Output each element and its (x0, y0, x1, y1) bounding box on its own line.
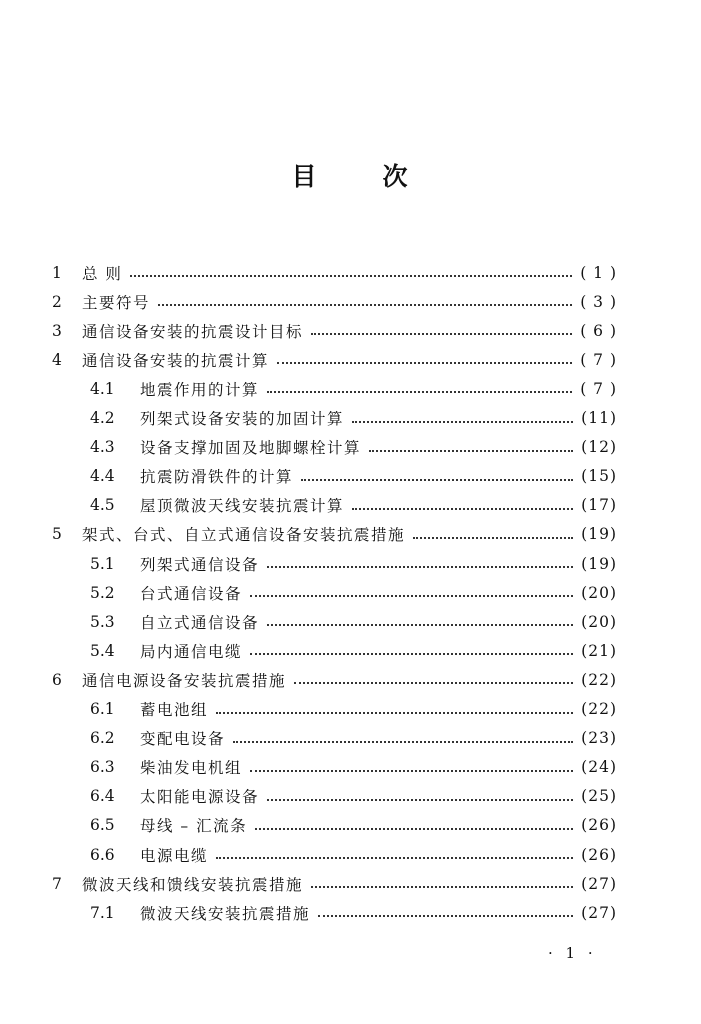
toc-leader-dots (255, 828, 573, 830)
toc-leader-dots (233, 741, 573, 743)
toc-leader-dots (301, 479, 573, 481)
toc-entry[interactable] (0, 840, 701, 869)
toc-entry-page: ( 7 ) (580, 379, 617, 398)
toc-entry-number: 5 (52, 525, 62, 544)
toc-leader-dots (311, 886, 573, 888)
toc-entry-title: 微波天线和馈线安装抗震措施 (82, 875, 304, 894)
toc-entry-page: (22) (581, 670, 617, 689)
toc-entry[interactable] (0, 287, 701, 316)
toc-entry[interactable] (0, 782, 701, 811)
toc-entry-number: 2 (52, 292, 62, 311)
toc-entry[interactable] (0, 374, 701, 403)
toc-entry[interactable] (0, 869, 701, 898)
toc-entry-page: (11) (581, 409, 617, 427)
toc-leader-dots (250, 653, 573, 655)
toc-entry-page: (27) (581, 874, 617, 893)
toc-entry[interactable] (0, 258, 701, 287)
toc-entry-number: 4.4 (90, 467, 115, 486)
toc-entry-number: 6.1 (90, 700, 115, 718)
toc-entry-number: 5.4 (90, 641, 115, 660)
toc-leader-dots (250, 595, 573, 597)
toc-entry-title: 局内通信电缆 (140, 642, 243, 661)
toc-entry-title: 主要符号 (82, 293, 151, 312)
toc-leader-dots (369, 450, 573, 452)
toc-leader-dots (294, 682, 573, 684)
toc-entry-title: 自立式通信设备 (140, 613, 260, 632)
title-char-2: 次 (382, 162, 410, 191)
toc-entry-title: 通信电源设备安装抗震措施 (82, 671, 287, 690)
toc-entry-title: 台式通信设备 (140, 584, 243, 603)
toc-entry[interactable] (0, 636, 701, 665)
toc-entry-title: 太阳能电源设备 (140, 788, 260, 807)
toc-entry[interactable] (0, 345, 701, 374)
toc-leader-dots (352, 421, 573, 423)
toc-entry-title: 变配电设备 (140, 730, 226, 749)
toc-entry[interactable] (0, 404, 701, 433)
toc-entry-page: (26) (581, 845, 617, 864)
toc-entry[interactable] (0, 811, 701, 840)
toc-entry-number: 3 (52, 321, 62, 340)
toc-entry-title: 设备支撑加固及地脚螺栓计算 (140, 439, 362, 458)
toc-entry-number: 7.1 (90, 903, 115, 922)
toc-entry-title: 通信设备安装的抗震设计目标 (82, 322, 304, 341)
toc-leader-dots (277, 362, 572, 364)
toc-entry-page: (15) (581, 467, 617, 486)
toc-entry-title: 列架式设备安装的加固计算 (140, 410, 345, 428)
toc-entry-number: 4.3 (90, 438, 115, 457)
toc-entry-number: 5.2 (90, 583, 115, 602)
toc-entry-page: (24) (581, 758, 617, 777)
toc-entry-number: 5.3 (90, 612, 115, 631)
toc-entry-page: (19) (581, 554, 617, 573)
toc-entry[interactable] (0, 491, 701, 520)
toc-entry[interactable] (0, 665, 701, 694)
toc-entry-number: 6.6 (90, 845, 115, 864)
toc-entry-title: 蓄电池组 (140, 701, 209, 719)
toc-leader-dots (413, 537, 573, 539)
toc-entry-title: 母线 – 汇流条 (140, 817, 248, 836)
title-char-1: 目 (291, 162, 319, 191)
toc-leader-dots (130, 275, 572, 277)
toc-entry-page: (27) (581, 903, 617, 922)
toc-entry-number: 5.1 (90, 554, 115, 573)
toc-entry-title: 屋顶微波天线安装抗震计算 (140, 497, 345, 516)
toc-entry[interactable] (0, 724, 701, 753)
toc-leader-dots (216, 712, 573, 714)
toc-entry-page: (17) (581, 496, 617, 515)
toc-entry-page: ( 6 ) (580, 321, 617, 340)
toc-entry-title: 通信设备安装的抗震计算 (82, 351, 270, 370)
toc-entry[interactable] (0, 462, 701, 491)
toc-leader-dots (250, 770, 573, 772)
toc-entry-title: 地震作用的计算 (140, 380, 260, 399)
toc-entry[interactable] (0, 753, 701, 782)
toc-leader-dots (267, 391, 572, 393)
toc-entry-title: 抗震防滑铁件的计算 (140, 468, 294, 487)
toc-entry-number: 6.3 (90, 758, 115, 777)
toc-entry-title: 架式、台式、自立式通信设备安装抗震措施 (82, 526, 406, 545)
toc-entry-title: 总 则 (82, 264, 123, 283)
toc-entry-page: (19) (581, 525, 617, 544)
toc-entry[interactable] (0, 578, 701, 607)
toc-entry[interactable] (0, 316, 701, 345)
toc-entry-page: ( 7 ) (580, 350, 617, 369)
toc-leader-dots (216, 857, 573, 859)
toc-leader-dots (158, 304, 572, 306)
toc-entry-number: 6 (52, 670, 62, 689)
toc-entry-title: 柴油发电机组 (140, 759, 243, 778)
toc-entry-title: 电源电缆 (140, 846, 209, 865)
toc-entry-number: 4.5 (90, 496, 115, 515)
toc-entry[interactable] (0, 898, 701, 927)
toc-leader-dots (267, 566, 573, 568)
toc-entry-page: ( 3 ) (580, 292, 617, 311)
toc-entry-number: 7 (52, 874, 62, 893)
toc-entry-page: (26) (581, 816, 617, 835)
toc-entry-title: 列架式通信设备 (140, 555, 260, 574)
toc-entry-number: 6.4 (90, 787, 115, 806)
toc-leader-dots (267, 624, 573, 626)
toc-entry-number: 6.2 (90, 729, 115, 748)
toc-entry[interactable] (0, 433, 701, 462)
toc-entry-number: 4.2 (90, 409, 115, 427)
toc-leader-dots (352, 508, 573, 510)
toc-entry-page: (20) (581, 612, 617, 631)
toc-entry[interactable] (0, 695, 701, 724)
toc-leader-dots (267, 799, 573, 801)
toc-entry-page: (25) (581, 787, 617, 806)
toc-leader-dots (311, 333, 572, 335)
toc-entry[interactable] (0, 607, 701, 636)
toc-entry-title: 微波天线安装抗震措施 (140, 904, 311, 923)
toc-leader-dots (318, 915, 573, 917)
page-number: · 1 · (548, 944, 597, 962)
page-title (0, 157, 701, 193)
toc-entry-number: 4.1 (90, 379, 115, 398)
toc-entry-page: (21) (581, 641, 617, 660)
toc-entry[interactable] (0, 549, 701, 578)
toc-entry[interactable] (0, 520, 701, 549)
toc-entry-page: (23) (581, 729, 617, 748)
toc-entry-page: (22) (581, 700, 617, 718)
toc-entry-page: ( 1 ) (580, 263, 617, 282)
toc-entry-number: 1 (52, 263, 62, 282)
toc-entry-page: (12) (581, 438, 617, 457)
toc-entry-number: 4 (52, 350, 62, 369)
toc-entry-page: (20) (581, 583, 617, 602)
toc-entry-number: 6.5 (90, 816, 115, 835)
